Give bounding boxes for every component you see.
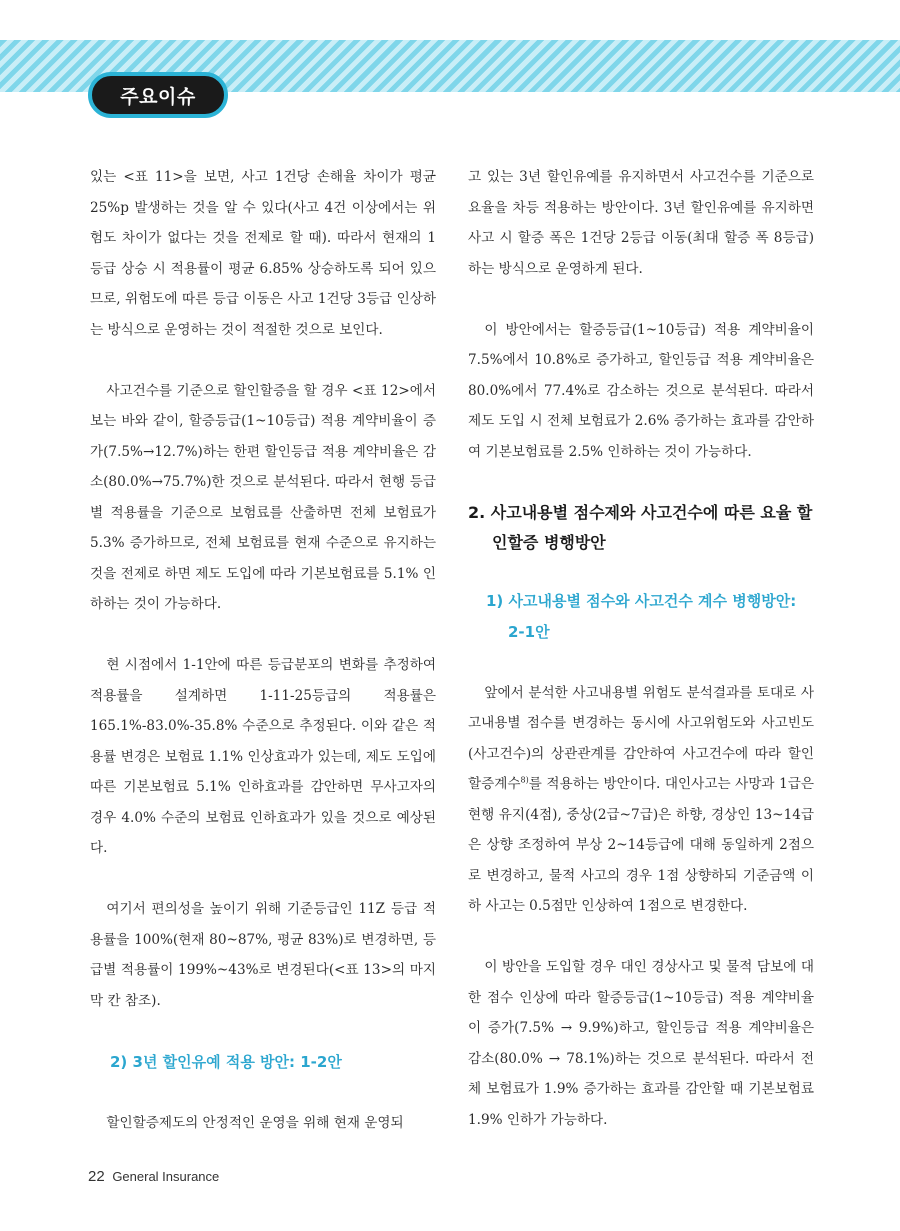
paragraph: [468, 678, 814, 922]
left-column: [90, 162, 436, 1169]
paragraph: 여기서 편의성을 높이기 위해 기준등급인 11Z 등급 적용률을 100%(현재 80~87%, 평균 83%)로 변경하면, 등급별 적용률이 199%~43%로 변경된다(<표 13>의 마지막 칸 참조).: [90, 901, 436, 1009]
paragraph: 이 방안을 도입할 경우 대인 경상사고 및 물적 담보에 대한 점수 인상에 따라 할증등급(1~10등급) 적용 계약비율이 증가(7.5% → 9.9%)하고, 할인등급 적용 계약비율은 감소(80.0% → 78.1%)하는 것으로 분석된다. 따라서 전체 보험료가 1.9% 증가하는 효과를 감안할 때 기본보험료 1.9% 인하가 가능하다.: [468, 959, 814, 1128]
paragraph: 현 시점에서 1-1안에 따른 등급분포의 변화를 추정하여 적용률을 설계하면 1-11-25등급의 적용률은 165.1%-83.0%-35.8% 수준으로 추정된다. 이와 같은 적용률 변경은 보험료 1.1% 인상효과가 있는데, 제도 도입에 따른 기본보험료 5.1% 인하효과를 감안하면 무사고자의 경우 4.0% 수준의 보험료 인하효과가 있을 것으로 예상된다.: [90, 657, 436, 856]
paragraph-text: 앞에서 분석한 사고내용별 위험도 분석결과를 토대로 사고내용별 점수를 변경하는 동시에 사고위험도와 사고빈도(사고건수)의 상관관계를 감안하여 사고건수에 따라 할인할증계수: [468, 684, 814, 792]
section-tag: 주요이슈: [88, 72, 228, 118]
section-heading: 2. 사고내용별 점수제와 사고건수에 따른 요율 할인할증 병행방안: [468, 502, 813, 552]
paragraph: 사고건수를 기준으로 할인할증을 할 경우 <표 12>에서 보는 바와 같이, 할증등급(1~10등급) 적용 계약비율이 증가(7.5%→12.7%)하는 한편 할인등급 적용 계약비율은 감소(80.0%→75.7%)한 것으로 분석된다. 따라서 현행 등급별 적용률을 기준으로 보험료를 산출하면 전체 보험료가 5.3% 증가하므로, 전체 보험료를 현재 수준으로 유지하는 것을 전제로 하면 제도 도입에 따라 기본보험료를 5.1% 인하하는 것이 가능하다.: [90, 382, 436, 612]
paragraph: 할인할증제도의 안정적인 운영을 위해 현재 운영되: [106, 1114, 404, 1131]
paragraph: 이 방안에서는 할증등급(1~10등급) 적용 계약비율이 7.5%에서 10.8%로 증가하고, 할인등급 적용 계약비율은 80.0%에서 77.4%로 감소하는 것으로 분석된다. 따라서 제도 도입 시 전체 보험료가 2.6% 증가하는 효과를 감안하여 기본보험료를 2.5% 인하하는 것이 가능하다.: [468, 321, 814, 460]
publication-name: General Insurance: [112, 1169, 220, 1184]
subsection-heading: 2) 3년 할인유예 적용 방안: 1-2안: [110, 1052, 342, 1071]
footnote-marker[interactable]: 8): [520, 775, 529, 785]
paragraph-text: 를 적용하는 방안이다. 대인사고는 사망과 1급은 현행 유지(4점), 중상(2급~7급)은 하향, 경상인 13~14급은 상향 조정하여 부상 2~14등급에 대해 동일하게 2점으로 변경하고, 물적 사고의 경우 1점 상향하되 기준금액 이하 사고는 0.5점만 인상하여 1점으로 변경한다.: [468, 776, 814, 914]
page-footer: [88, 1168, 219, 1185]
right-column: [468, 162, 814, 1166]
page-number: 22: [88, 1168, 105, 1185]
paragraph: 고 있는 3년 할인유예를 유지하면서 사고건수를 기준으로 요율을 차등 적용하는 방안이다. 3년 할인유예를 유지하면 사고 시 할증 폭은 1건당 2등급 이동(최대 할증 폭 8등급)하는 방식으로 운영하게 된다.: [468, 169, 814, 277]
paragraph: 있는 <표 11>을 보면, 사고 1건당 손해율 차이가 평균 25%p 발생하는 것을 알 수 있다(사고 4건 이상에서는 위험도 차이가 없다는 것을 전제로 할 때). 따라서 현재의 1등급 상승 시 적용률이 평균 6.85% 상승하도록 되어 있으므로, 위험도에 따른 등급 이동은 사고 1건당 3등급 인상하는 방식으로 운영하는 것이 적절한 것으로 보인다.: [90, 169, 436, 338]
subsection-heading: 1) 사고내용별 점수와 사고건수 계수 병행방안: 2-1안: [486, 591, 797, 641]
